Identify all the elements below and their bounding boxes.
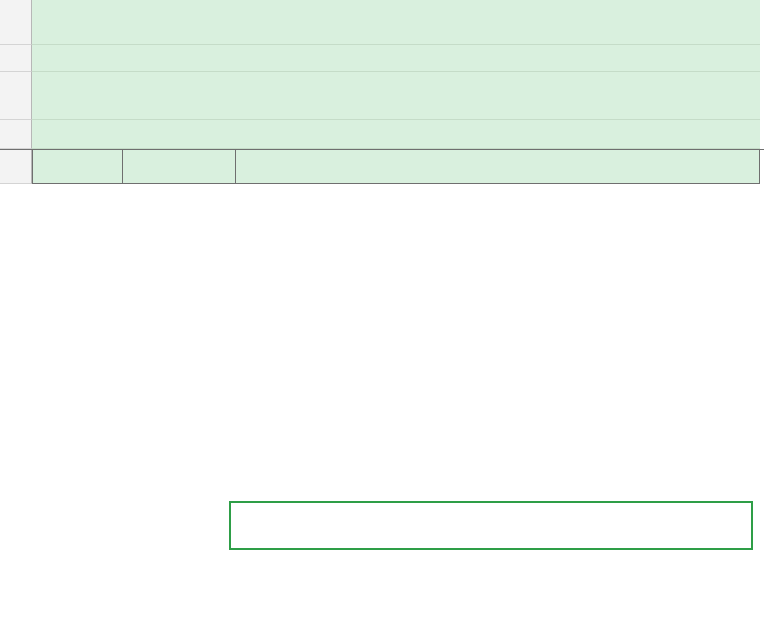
row-number[interactable] bbox=[0, 45, 32, 72]
header-item[interactable] bbox=[123, 150, 236, 184]
note-cell[interactable] bbox=[32, 72, 760, 120]
header-row bbox=[0, 149, 764, 184]
note-cell[interactable] bbox=[32, 45, 760, 72]
row-4 bbox=[0, 72, 764, 120]
row-number[interactable] bbox=[0, 150, 32, 184]
header-desc[interactable] bbox=[236, 150, 760, 184]
row-5 bbox=[0, 120, 764, 149]
header-no[interactable] bbox=[32, 150, 123, 184]
header-cells bbox=[32, 150, 764, 184]
row-number[interactable] bbox=[0, 120, 32, 149]
row-2 bbox=[0, 0, 764, 45]
row-3 bbox=[0, 45, 764, 72]
row-number[interactable] bbox=[0, 0, 32, 45]
row-number[interactable] bbox=[0, 72, 32, 120]
page-title[interactable] bbox=[32, 0, 760, 45]
cell-selection bbox=[229, 501, 753, 550]
note-cell[interactable] bbox=[32, 120, 760, 149]
